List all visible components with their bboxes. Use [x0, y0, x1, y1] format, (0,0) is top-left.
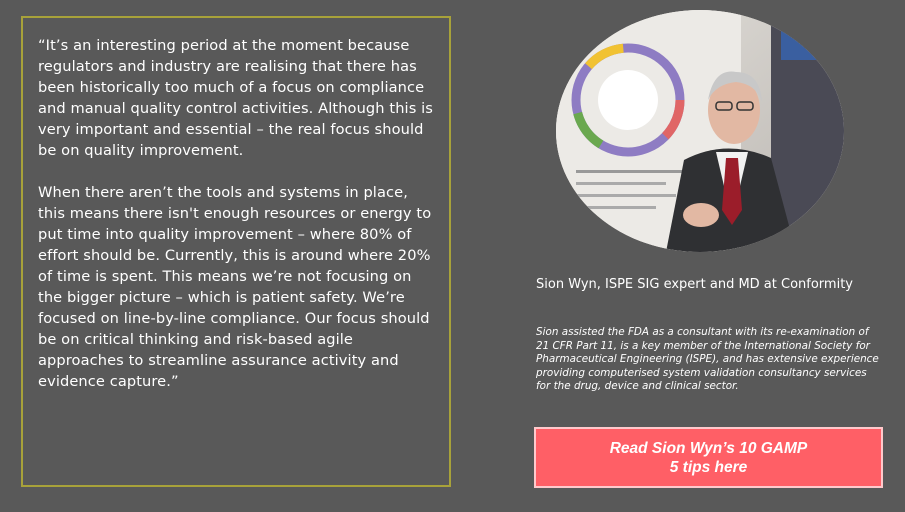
quote-box [21, 16, 451, 487]
read-tips-button-label: Read Sion Wyn’s 10 GAMP 5 tips here [609, 439, 808, 476]
speaker-photo [556, 10, 844, 252]
speaker-name-title: Sion Wyn, ISPE SIG expert and MD at Conformity [536, 277, 853, 292]
quote-paragraph-2: When there aren’t the tools and systems in place, this means there isn't enough resources or energy to put time into quality improvement – where 80% of effort should be. Currently, this is around where 20% of time is spent. This means we’re not focusing on the bigger picture – which is patient safety. We’re focused on line-by-line compliance. Our focus should be on critical thinking and risk-based agile approaches to streamline assurance activity and evidence capture.” [38, 184, 432, 390]
speaker-photo-illustration [556, 10, 844, 252]
read-tips-button[interactable] [534, 427, 883, 488]
quote-paragraph-1: “It’s an interesting period at the moment because regulators and industry are realising that there has been historically too much of a focus on compliance and manual quality control activities. Although this is very important and essential – the real focus should be on quality improvement. [38, 37, 434, 159]
speaker-bio: Sion assisted the FDA as a consultant with its re-examination of 21 CFR Part 11, is a key member of the International Society for Pharmaceutical Engineering (ISPE), and has extensive experience providing computerised system validation consultancy services for the drug, device and clinical sector. [536, 326, 879, 392]
